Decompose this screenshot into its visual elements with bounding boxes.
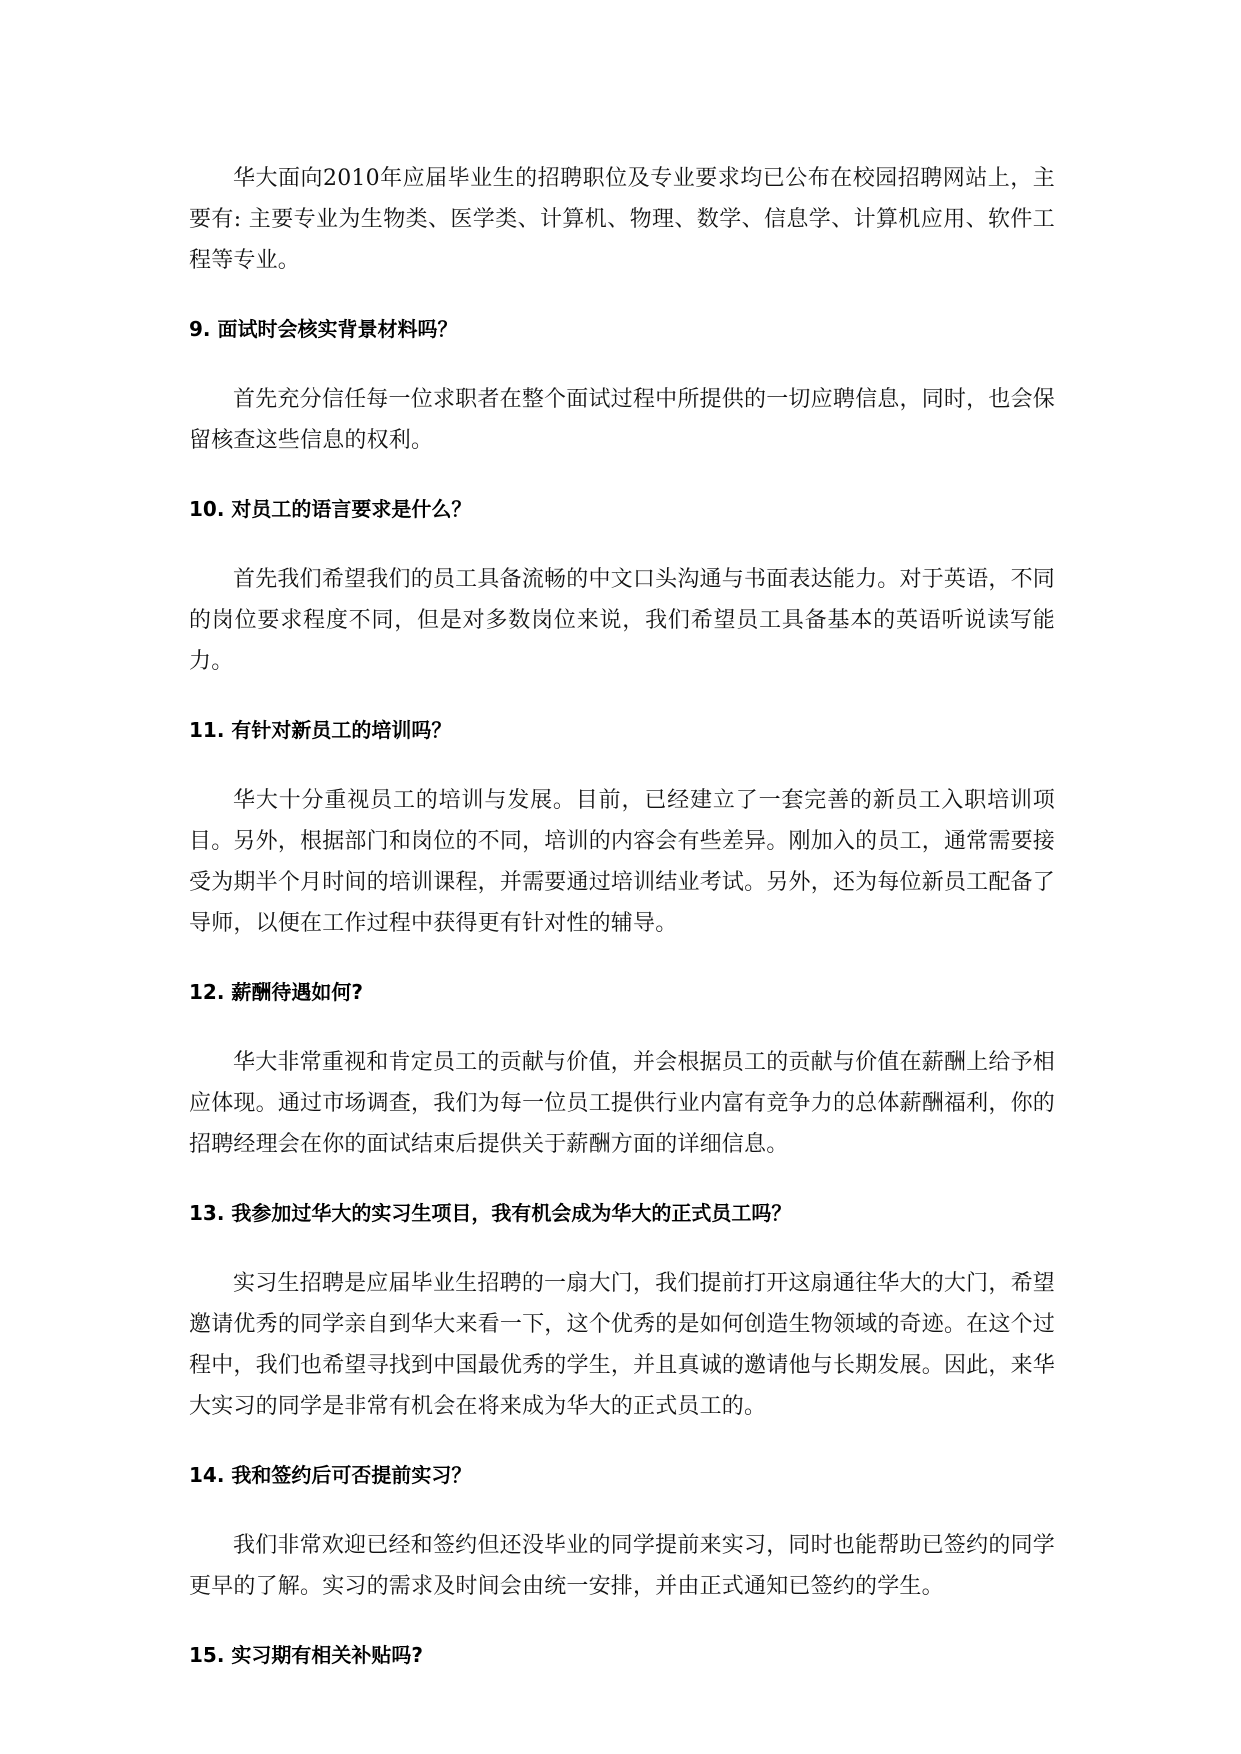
question-10: 10. 对员工的语言要求是什么？ — [189, 497, 472, 521]
answer-9: 首先充分信任每一位求职者在整个面试过程中所提供的一切应聘信息，同时，也会保留核查这些信息的权利。 — [189, 387, 1055, 453]
question-9: 9. 面试时会核实背景材料吗？ — [189, 317, 458, 341]
answer-11: 华大十分重视员工的培训与发展。目前，已经建立了一套完善的新员工入职培训项目。另外，根据部门和岗位的不同，培训的内容会有些差异。刚加入的员工，通常需要接受为期半个月时间的培训课程，并需要通过培训结业考试。另外，还为每位新员工配备了导师，以便在工作过程中获得更有针对性的辅导。 — [189, 788, 1055, 936]
question-15: 15. 实习期有相关补贴吗? — [189, 1643, 423, 1667]
question-13: 13. 我参加过华大的实习生项目，我有机会成为华大的正式员工吗？ — [189, 1201, 792, 1225]
document-body — [189, 158, 1055, 1670]
answer-10: 首先我们希望我们的员工具备流畅的中文口头沟通与书面表达能力。对于英语，不同的岗位要求程度不同，但是对多数岗位来说，我们希望员工具备基本的英语听说读写能力。 — [189, 567, 1055, 674]
answer-14: 我们非常欢迎已经和签约但还没毕业的同学提前来实习，同时也能帮助已签约的同学更早的了解。实习的需求及时间会由统一安排，并由正式通知已签约的学生。 — [189, 1533, 1055, 1599]
answer-12: 华大非常重视和肯定员工的贡献与价值，并会根据员工的贡献与价值在薪酬上给予相应体现。通过市场调查，我们为每一位员工提供行业内富有竞争力的总体薪酬福利，你的招聘经理会在你的面试结束后提供关于薪酬方面的详细信息。 — [189, 1050, 1055, 1157]
question-14: 14. 我和签约后可否提前实习？ — [189, 1463, 472, 1487]
question-11: 11. 有针对新员工的培训吗？ — [189, 718, 452, 742]
intro-paragraph: 华大面向2010年应届毕业生的招聘职位及专业要求均已公布在校园招聘网站上，主要有: 主要专业为生物类、医学类、计算机、物理、数学、信息学、计算机应用、软件工程等专业。 — [189, 166, 1055, 273]
question-12: 12. 薪酬待遇如何? — [189, 980, 363, 1004]
answer-13: 实习生招聘是应届毕业生招聘的一扇大门，我们提前打开这扇通往华大的大门，希望邀请优秀的同学亲自到华大来看一下，这个优秀的是如何创造生物领域的奇迹。在这个过程中，我们也希望寻找到中国最优秀的学生，并且真诚的邀请他与长期发展。因此，来华大实习的同学是非常有机会在将来成为华大的正式员工的。 — [189, 1271, 1055, 1419]
